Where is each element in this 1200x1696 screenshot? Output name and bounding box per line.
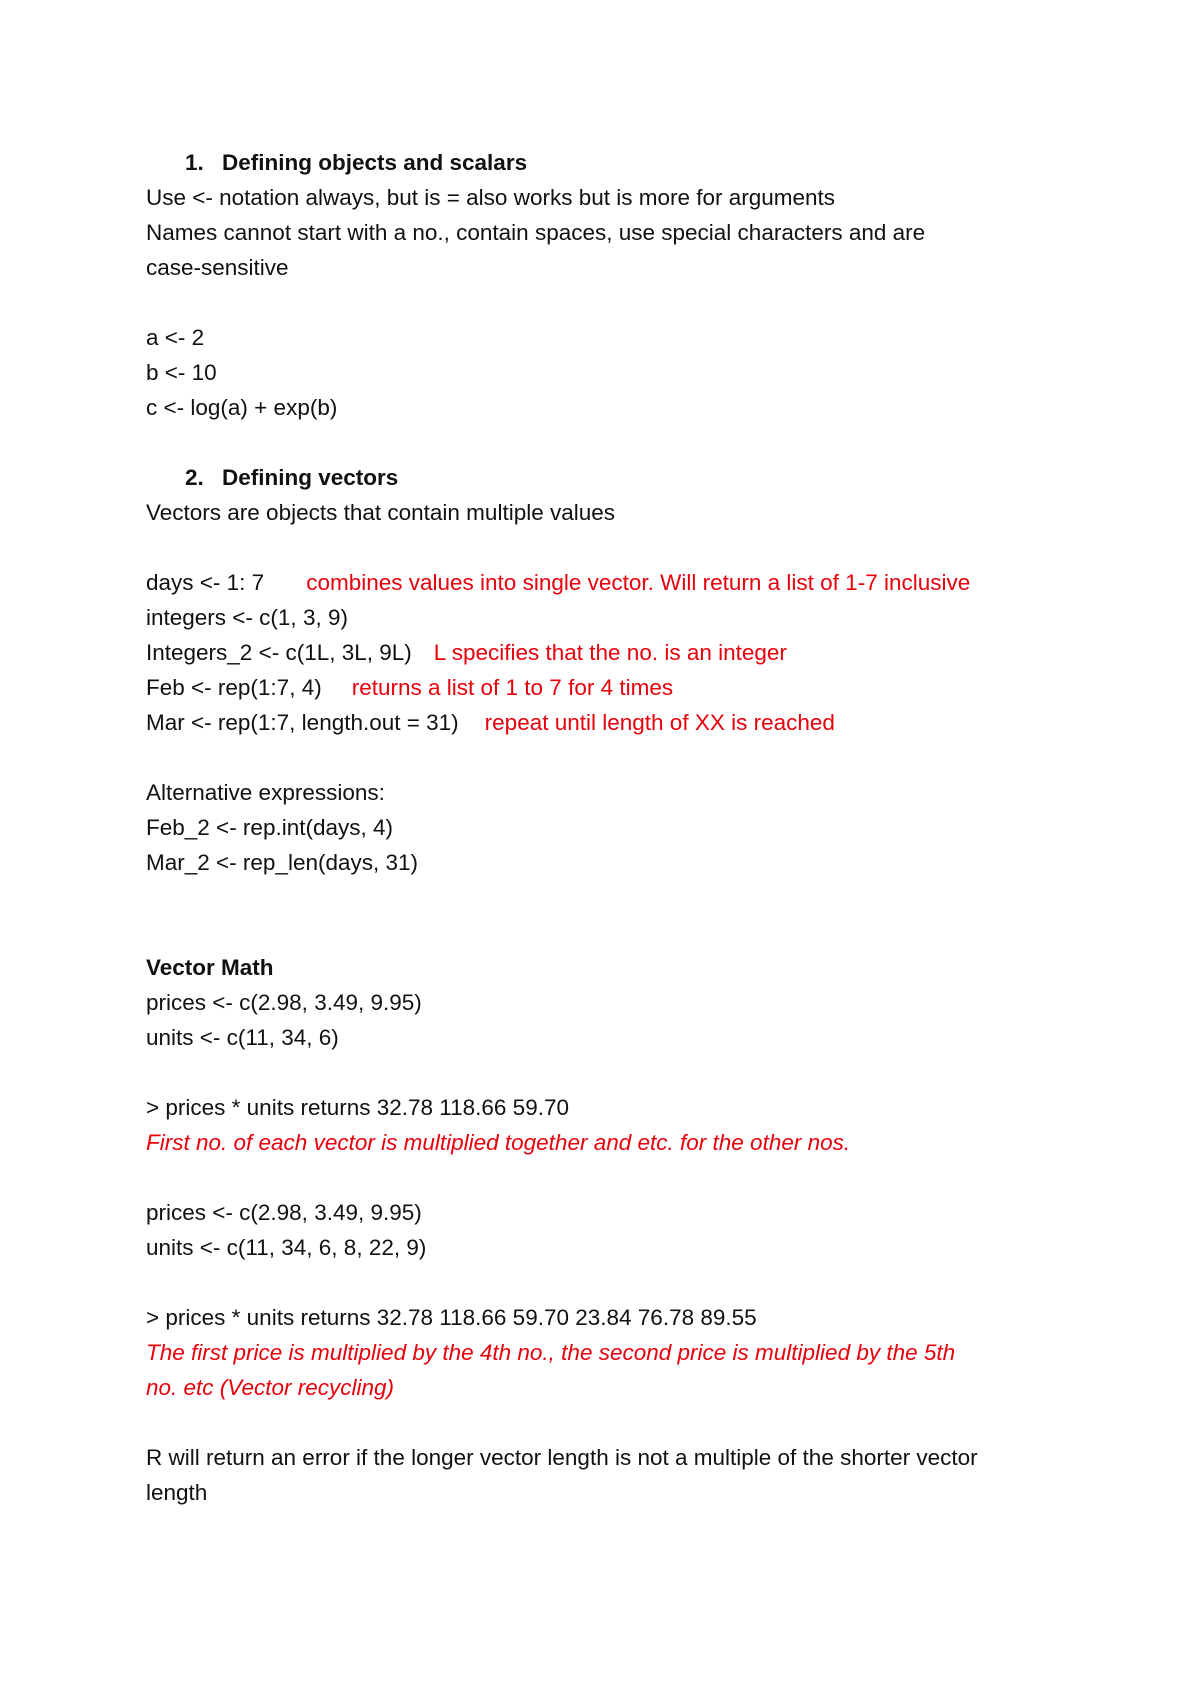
section-1-title: Defining objects and scalars bbox=[222, 150, 528, 175]
code-line-a: a <- 2 bbox=[146, 325, 205, 350]
example-code: Mar <- rep(1:7, length.out = 31) bbox=[146, 710, 459, 735]
example-line bbox=[146, 670, 673, 705]
example-code: Feb <- rep(1:7, 4) bbox=[146, 675, 322, 700]
section-1-number: 1. bbox=[185, 150, 204, 175]
section-2-description: Vectors are objects that contain multiple values bbox=[146, 500, 616, 525]
vector-math-code-line: prices <- c(2.98, 3.49, 9.95) bbox=[146, 990, 422, 1015]
example-note: repeat until length of XX is reached bbox=[484, 710, 835, 735]
alternative-expressions-label: Alternative expressions: bbox=[146, 780, 385, 805]
vector-recycling-note-2: no. etc (Vector recycling) bbox=[146, 1375, 395, 1400]
alt-code-line: Mar_2 <- rep_len(days, 31) bbox=[146, 850, 419, 875]
example-code: days <- 1: 7 bbox=[146, 570, 265, 595]
section-2-number: 2. bbox=[185, 465, 204, 490]
example-note: returns a list of 1 to 7 for 4 times bbox=[351, 675, 674, 700]
code-line-b: b <- 10 bbox=[146, 360, 217, 385]
error-note-2: length bbox=[146, 1480, 208, 1505]
section-2-title: Defining vectors bbox=[222, 465, 399, 490]
vector-math-result: > prices * units returns 32.78 118.66 59.70 bbox=[146, 1095, 569, 1120]
example-line bbox=[146, 705, 835, 740]
example-note: L specifies that the no. is an integer bbox=[433, 640, 787, 665]
example-note: combines values into single vector. Will return a list of 1-7 inclusive bbox=[306, 570, 971, 595]
example-line bbox=[146, 635, 787, 670]
alt-code-line: Feb_2 <- rep.int(days, 4) bbox=[146, 815, 393, 840]
example-code: Integers_2 <- c(1L, 3L, 9L) bbox=[146, 640, 412, 665]
vector-recycling-note-1: The first price is multiplied by the 4th no., the second price is multiplied by the 5th bbox=[146, 1340, 956, 1365]
vector-math-heading: Vector Math bbox=[146, 955, 274, 980]
code-line-c: c <- log(a) + exp(b) bbox=[146, 395, 338, 420]
example-line bbox=[146, 565, 970, 600]
vector-math-code-line: units <- c(11, 34, 6) bbox=[146, 1025, 339, 1050]
vector-math-code-line: prices <- c(2.98, 3.49, 9.95) bbox=[146, 1200, 422, 1225]
section-1-heading bbox=[185, 145, 527, 180]
section-1-text-3: case-sensitive bbox=[146, 255, 289, 280]
vector-math-note: First no. of each vector is multiplied together and etc. for the other nos. bbox=[146, 1130, 851, 1155]
vector-math-result: > prices * units returns 32.78 118.66 59.70 23.84 76.78 89.55 bbox=[146, 1305, 757, 1330]
vector-math-code-line: units <- c(11, 34, 6, 8, 22, 9) bbox=[146, 1235, 427, 1260]
section-1-text-2: Names cannot start with a no., contain spaces, use special characters and are bbox=[146, 220, 926, 245]
section-1-text-1: Use <- notation always, but is = also works but is more for arguments bbox=[146, 185, 836, 210]
error-note-1: R will return an error if the longer vector length is not a multiple of the shorter vector bbox=[146, 1445, 978, 1470]
section-2-heading bbox=[185, 460, 398, 495]
example-code: integers <- c(1, 3, 9) bbox=[146, 605, 348, 630]
example-line bbox=[146, 600, 348, 635]
